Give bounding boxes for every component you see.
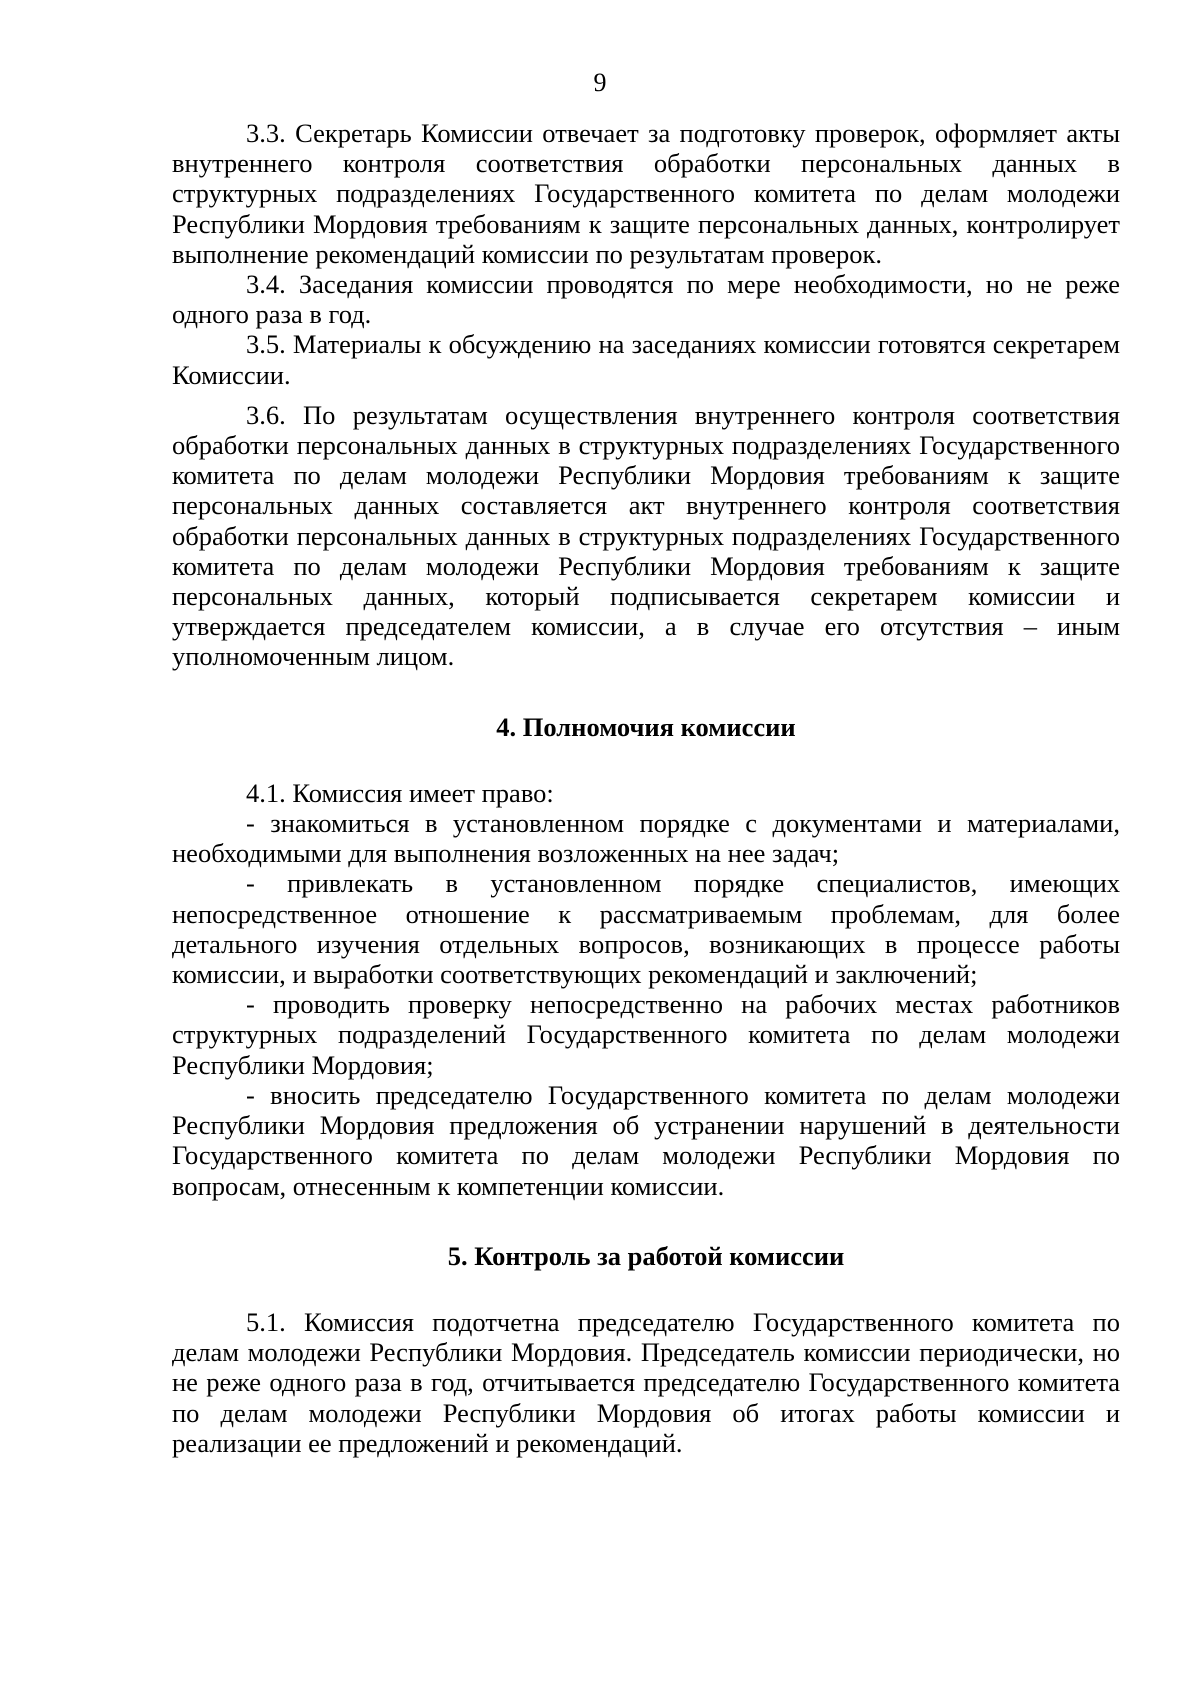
paragraph-3-4: 3.4. Заседания комиссии проводятся по мере необходимости, но не реже одного раза в год. bbox=[172, 269, 1120, 330]
paragraph-3-5: 3.5. Материалы к обсуждению на заседаниях комиссии готовятся секретарем Комиссии. bbox=[172, 329, 1120, 390]
page-number: 9 bbox=[593, 68, 607, 97]
list-item-access-documents: - знакомиться в установленном порядке с документами и материалами, необходимыми для выполнения возложенных на нее задач; bbox=[172, 808, 1120, 869]
paragraph-3-3: 3.3. Секретарь Комиссии отвечает за подготовку проверок, оформляет акты внутреннего контроля соответствия обработки персональных данных в структурных подразделениях Государственного комитета по делам молодежи Республики Мордовия требованиям к защите персональных данных, контролирует выполнение рекомендаций комиссии по результатам проверок. bbox=[172, 118, 1120, 269]
paragraph-3-6: 3.6. По результатам осуществления внутреннего контроля соответствия обработки персональных данных в структурных подразделениях Государственного комитета по делам молодежи Республики Мордовия требованиям к защите персональных данных составляется акт внутреннего контроля соответствия обработки персональных данных в структурных подразделениях Государственного комитета по делам молодежи Республики Мордовия требованиям к защите персональных данных, который подписывается секретарем комиссии и утверждается председателем комиссии, а в случае его отсутствия – иным уполномоченным лицом. bbox=[172, 399, 1120, 672]
section-4-heading: 4. Полномочия комиссии bbox=[496, 711, 796, 742]
paragraph-5-1: 5.1. Комиссия подотчетна председателю Государственного комитета по делам молодежи Республики Мордовия. Председатель комиссии периодически, но не реже одного раза в год, отчитывается председателю Государственного комитета по делам молодежи Республики Мордовия об итогах работы комиссии и реализации ее предложений и рекомендаций. bbox=[172, 1306, 1120, 1458]
list-item-engage-specialists: - привлекать в установленном порядке специалистов, имеющих непосредственное отношение к рассматриваемым проблемам, для более детального изучения отдельных вопросов, возникающих в процессе работы комиссии, и выработки соответствующих рекомендаций и заключений; bbox=[172, 868, 1120, 990]
list-item-inspect-workplaces: - проводить проверку непосредственно на рабочих местах работников структурных подразделений Государственного комитета по делам молодежи Республики Мордовия; bbox=[172, 989, 1120, 1080]
section-5-heading: 5. Контроль за работой комиссии bbox=[447, 1240, 845, 1271]
paragraph-4-1: 4.1. Комиссия имеет право: bbox=[246, 777, 554, 808]
list-item-submit-proposals: - вносить председателю Государственного комитета по делам молодежи Республики Мордовия предложения об устранении нарушений в деятельности Государственного комитета по делам молодежи Республики Мордовия по вопросам, отнесенным к компетенции комиссии. bbox=[172, 1079, 1120, 1201]
document-body bbox=[172, 118, 1120, 1458]
